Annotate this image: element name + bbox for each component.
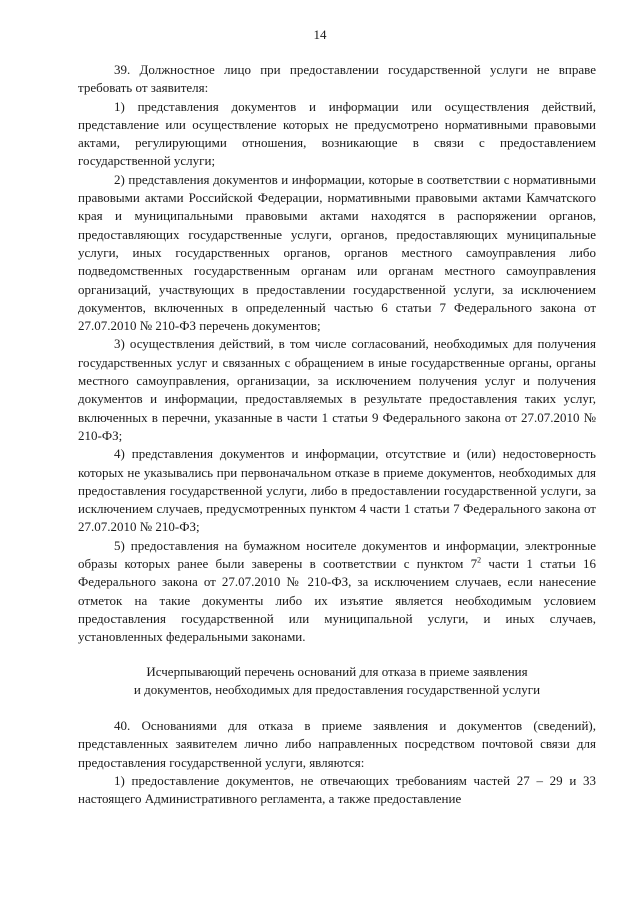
paragraph-39-intro: 39. Должностное лицо при предоставлении государственной услуги не вправе требовать от заявителя:	[78, 62, 596, 96]
paragraph-40-item-1: 1) предоставление документов, не отвечающих требованиям частей 27 – 29 и 33 настоящего Административного регламента, а также предоставление	[78, 772, 596, 807]
paragraph-39-item-2: 2) представления документов и информации, которые в соответствии с нормативными правовыми актами Российской Федерации, нормативными правовыми актами Камчатского края и муниципальными правовыми актами находятся в распоряжении органов, предоставляющих государственные услуги, органов, предоставляющих муниципальные услуги, иных государственных органов, органов местного самоуправления либо подведомственных государственным органам или органам местного самоуправления организаций, участвующих в предоставлении государственной услуги, за исключением документов, включенных в определенный частью 6 статьи 7 Федерального закона от 27.07.2010 № 210-ФЗ перечень документов;	[78, 171, 596, 334]
paragraph-39-item-5-start: 5) предоставления на бумажном носителе документов и информации, электронные образы которых ранее были заверены в соответствии с пунктом 7	[78, 537, 596, 572]
paragraph-39-item-1: 1) представления документов и информации или осуществления действий, представление или осуществление которых не предусмотрено нормативными правовыми актами, регулирующими отношения, возникающие в связи с предоставлением государственной услуги;	[78, 98, 596, 169]
section-heading-line-1: Исчерпывающий перечень оснований для отказа в приеме заявления	[146, 663, 528, 679]
paragraph-39-item-5	[78, 537, 596, 647]
paragraph-39-item-4: 4) представления документов и информации, отсутствие и (или) недостоверность которых не указывались при первоначальном отказе в приеме документов, необходимых для предоставления государственной услуги, либо в предоставлении государственной услуги, за исключением случаев, предусмотренных пунктом 4 части 1 статьи 7 Федерального закона от 27.07.2010 № 210-ФЗ;	[78, 446, 596, 535]
superscript-2: 2	[477, 555, 482, 565]
section-heading-line-2: и документов, необходимых для предоставления государственной услуги	[133, 681, 541, 697]
page-number: 14	[313, 27, 327, 42]
paragraph-39-item-5-end: части 1 статьи 16 Федерального закона от 27.07.2010 № 210-ФЗ, за исключением случаев, если нанесение отметок на такие документы либо их изъятие является необходимым условием предоставления государственной или муниципальной услуги, и иных случаев, установленных федеральными законами.	[78, 556, 597, 645]
paragraph-39-item-3: 3) осуществления действий, в том числе согласований, необходимых для получения государственных услуг и связанных с обращением в иные государственные органы, органы местного самоуправления, организации, за исключением получения услуг и получения документов и информации, предоставляемых в результате предоставления таких услуг, включенных в перечни, указанные в части 1 статьи 9 Федерального закона от 27.07.2010 № 210-ФЗ;	[78, 336, 596, 443]
section-heading	[78, 663, 596, 700]
document-body	[78, 61, 596, 809]
paragraph-40-intro: 40. Основаниями для отказа в приеме заявления и документов (сведений), представленных заявителем лично либо направленных посредством почтовой связи для предоставления государственной услуги, являются:	[78, 718, 596, 770]
